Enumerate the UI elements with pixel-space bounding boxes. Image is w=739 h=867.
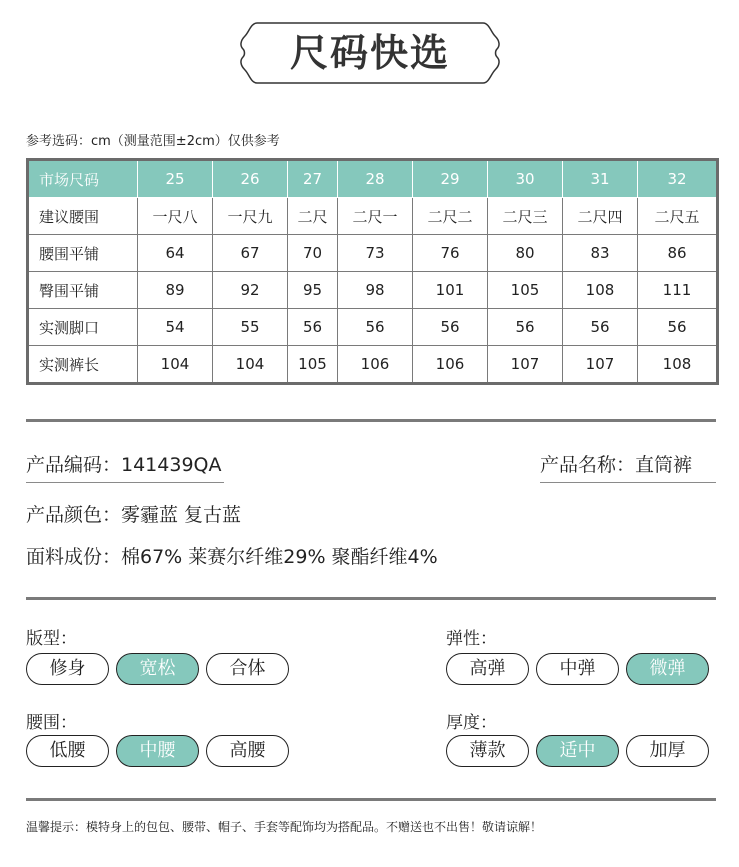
table-cell: 108 xyxy=(638,346,718,384)
table-cell: 106 xyxy=(413,346,488,384)
table-cell: 86 xyxy=(638,235,718,272)
table-cell: 54 xyxy=(138,309,213,346)
table-cell: 106 xyxy=(338,346,413,384)
table-cell: 一尺九 xyxy=(213,198,288,235)
table-cell: 二尺 xyxy=(288,198,338,235)
table-header-row xyxy=(28,160,718,198)
table-cell: 二尺一 xyxy=(338,198,413,235)
table-cell: 76 xyxy=(413,235,488,272)
header-cell: 市场尺码 xyxy=(28,160,138,198)
table-cell: 二尺五 xyxy=(638,198,718,235)
table-cell: 107 xyxy=(563,346,638,384)
table-cell: 55 xyxy=(213,309,288,346)
table-cell: 107 xyxy=(488,346,563,384)
table-cell: 105 xyxy=(488,272,563,309)
waist-option-low[interactable]: 低腰 xyxy=(26,735,109,767)
elasticity-option-high[interactable]: 高弹 xyxy=(446,653,529,685)
waist-option-high[interactable]: 高腰 xyxy=(206,735,289,767)
header-cell: 30 xyxy=(488,160,563,198)
header-cell: 26 xyxy=(213,160,288,198)
header-cell: 31 xyxy=(563,160,638,198)
elasticity-label: 弹性： xyxy=(446,629,497,649)
thickness-option-thick[interactable]: 加厚 xyxy=(626,735,709,767)
header-cell: 28 xyxy=(338,160,413,198)
table-cell: 108 xyxy=(563,272,638,309)
thickness-label: 厚度： xyxy=(446,713,497,733)
table-cell: 64 xyxy=(138,235,213,272)
table-row xyxy=(28,198,718,235)
table-cell: 56 xyxy=(563,309,638,346)
table-cell: 一尺八 xyxy=(138,198,213,235)
size-table xyxy=(26,158,719,385)
fit-option-loose[interactable]: 宽松 xyxy=(116,653,199,685)
table-cell: 95 xyxy=(288,272,338,309)
table-cell: 70 xyxy=(288,235,338,272)
thickness-option-thin[interactable]: 薄款 xyxy=(446,735,529,767)
table-cell: 83 xyxy=(563,235,638,272)
table-row xyxy=(28,272,718,309)
table-cell: 56 xyxy=(338,309,413,346)
row-label: 实测裤长 xyxy=(28,346,138,384)
measurement-note: 参考选码：cm（测量范围±2cm）仅供参考 xyxy=(26,134,280,149)
waist-label: 腰围： xyxy=(26,713,77,733)
page-title: 尺码快选 xyxy=(289,31,450,75)
product-code: 产品编码：141439QA xyxy=(26,454,222,476)
fit-label: 版型： xyxy=(26,629,77,649)
fit-option-regular[interactable]: 合体 xyxy=(206,653,289,685)
fit-option-slim[interactable]: 修身 xyxy=(26,653,109,685)
table-cell: 56 xyxy=(488,309,563,346)
table-row xyxy=(28,346,718,384)
product-name-underline xyxy=(540,482,716,483)
waist-option-mid[interactable]: 中腰 xyxy=(116,735,199,767)
table-cell: 二尺三 xyxy=(488,198,563,235)
row-label: 腰围平铺 xyxy=(28,235,138,272)
table-cell: 二尺四 xyxy=(563,198,638,235)
table-cell: 105 xyxy=(288,346,338,384)
elasticity-option-slight[interactable]: 微弹 xyxy=(626,653,709,685)
table-cell: 104 xyxy=(138,346,213,384)
row-label: 建议腰围 xyxy=(28,198,138,235)
divider xyxy=(26,597,716,600)
product-name: 产品名称：直筒裤 xyxy=(540,454,693,476)
table-cell: 56 xyxy=(638,309,718,346)
disclaimer-tip: 温馨提示：模特身上的包包、腰带、帽子、手套等配饰均为搭配品。不赠送也不出售！敬请谅解！ xyxy=(26,820,543,834)
header-cell: 29 xyxy=(413,160,488,198)
product-fabric: 面料成份：棉67% 莱赛尔纤维29% 聚酯纤维4% xyxy=(26,546,438,568)
table-cell: 56 xyxy=(288,309,338,346)
table-cell: 101 xyxy=(413,272,488,309)
table-cell: 92 xyxy=(213,272,288,309)
product-code-underline xyxy=(26,482,224,483)
table-cell: 111 xyxy=(638,272,718,309)
divider xyxy=(26,798,716,801)
table-cell: 67 xyxy=(213,235,288,272)
header-cell: 27 xyxy=(288,160,338,198)
divider xyxy=(26,419,716,422)
row-label: 实测脚口 xyxy=(28,309,138,346)
table-cell: 80 xyxy=(488,235,563,272)
header-cell: 32 xyxy=(638,160,718,198)
table-cell: 104 xyxy=(213,346,288,384)
title-banner xyxy=(239,22,501,84)
thickness-option-medium[interactable]: 适中 xyxy=(536,735,619,767)
table-cell: 89 xyxy=(138,272,213,309)
row-label: 臀围平铺 xyxy=(28,272,138,309)
product-color: 产品颜色：雾霾蓝 复古蓝 xyxy=(26,504,242,526)
table-cell: 98 xyxy=(338,272,413,309)
table-cell: 56 xyxy=(413,309,488,346)
table-row xyxy=(28,235,718,272)
table-row xyxy=(28,309,718,346)
header-cell: 25 xyxy=(138,160,213,198)
table-cell: 二尺二 xyxy=(413,198,488,235)
elasticity-option-medium[interactable]: 中弹 xyxy=(536,653,619,685)
table-cell: 73 xyxy=(338,235,413,272)
